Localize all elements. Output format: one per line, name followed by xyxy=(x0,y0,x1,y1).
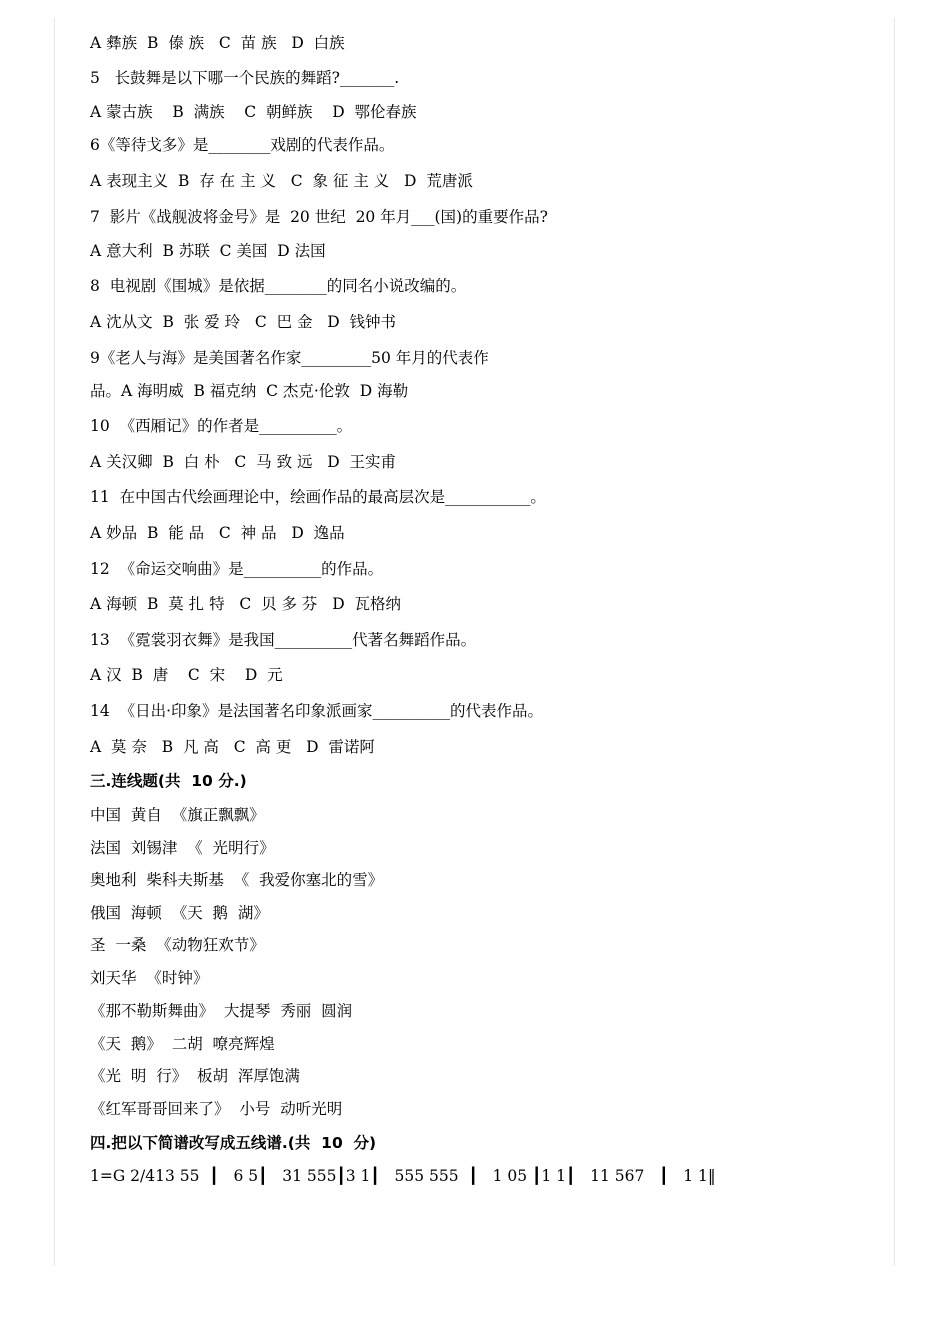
q13-question: 13 《霓裳羽衣舞》是我国__________代著名舞蹈作品。 xyxy=(90,631,477,649)
q8-question: 8 电视剧《围城》是依据________的同名小说改编的。 xyxy=(90,277,467,295)
q14-options: A 莫 奈 B 凡 高 C 高 更 D 雷诺阿 xyxy=(90,738,375,756)
q10-options: A 关汉卿 B 白 朴 C 马 致 远 D 王实甫 xyxy=(90,453,397,471)
section-three-heading: 三.连线题(共 10 分.) xyxy=(90,772,247,790)
match-row: 奥地利 柴科夫斯基 《 我爱你塞北的雪》 xyxy=(90,871,384,889)
section-four-heading: 四.把以下简谱改写成五线谱.(共 10 分) xyxy=(90,1134,377,1152)
q14-question: 14 《日出·印象》是法国著名印象派画家__________的代表作品。 xyxy=(90,702,544,720)
match-row: 《光 明 行》 板胡 浑厚饱满 xyxy=(90,1067,300,1085)
q7-options: A 意大利 B 苏联 C 美国 D 法国 xyxy=(90,242,326,260)
match-row: 刘天华 《时钟》 xyxy=(90,969,209,987)
q11-question: 11 在中国古代绘画理论中，绘画作品的最高层次是___________。 xyxy=(90,488,546,506)
q12-options: A 海顿 B 莫 扎 特 C 贝 多 芬 D 瓦格纳 xyxy=(90,595,401,613)
match-row: 《天 鹅》 二胡 嘹亮辉煌 xyxy=(90,1035,275,1053)
jianpu-notation: 1=G 2/413 55 ┃ 6 5┃ 31 555┃3 1┃ 555 555 ┃ 1 05 ┃1 1┃ 11 567 ┃ 1 1‖ xyxy=(90,1167,716,1185)
match-row: 《那不勒斯舞曲》 大提琴 秀丽 圆润 xyxy=(90,1002,353,1020)
q5-options: A 蒙古族 B 满族 C 朝鲜族 D 鄂伦春族 xyxy=(90,103,417,121)
match-row: 圣 一桑 《动物狂欢节》 xyxy=(90,936,265,954)
match-row: 中国 黄自 《旗正飘飘》 xyxy=(90,806,265,824)
q7-question: 7 影片《战舰波将金号》是 20 世纪 20 年月___(国)的重要作品? xyxy=(90,208,548,226)
q6-question: 6《等待戈多》是________戏剧的代表作品。 xyxy=(90,136,395,154)
q13-options: A 汉 B 唐 C 宋 D 元 xyxy=(90,666,283,684)
q11-options: A 妙品 B 能 品 C 神 品 D 逸品 xyxy=(90,524,345,542)
q6-options: A 表现主义 B 存 在 主 义 C 象 征 主 义 D 荒唐派 xyxy=(90,172,473,190)
q9-question: 9《老人与海》是美国著名作家_________50 年月的代表作 xyxy=(90,349,489,367)
q5-question: 5 长鼓舞是以下哪一个民族的舞蹈?_______. xyxy=(90,69,400,87)
q8-options: A 沈从文 B 张 爱 玲 C 巴 金 D 钱钟书 xyxy=(90,313,397,331)
match-row: 俄国 海顿 《天 鹅 湖》 xyxy=(90,904,269,922)
q4-options: A 彝族 B 傣 族 C 苗 族 D 白族 xyxy=(90,34,345,52)
q10-question: 10 《西厢记》的作者是__________。 xyxy=(90,417,353,435)
match-row: 《红军哥哥回来了》 小号 动听光明 xyxy=(90,1100,343,1118)
q9-options: 品。A 海明威 B 福克纳 C 杰克·伦敦 D 海勒 xyxy=(90,382,409,400)
q12-question: 12 《命运交响曲》是__________的作品。 xyxy=(90,560,384,578)
match-row: 法国 刘锡津 《 光明行》 xyxy=(90,839,275,857)
